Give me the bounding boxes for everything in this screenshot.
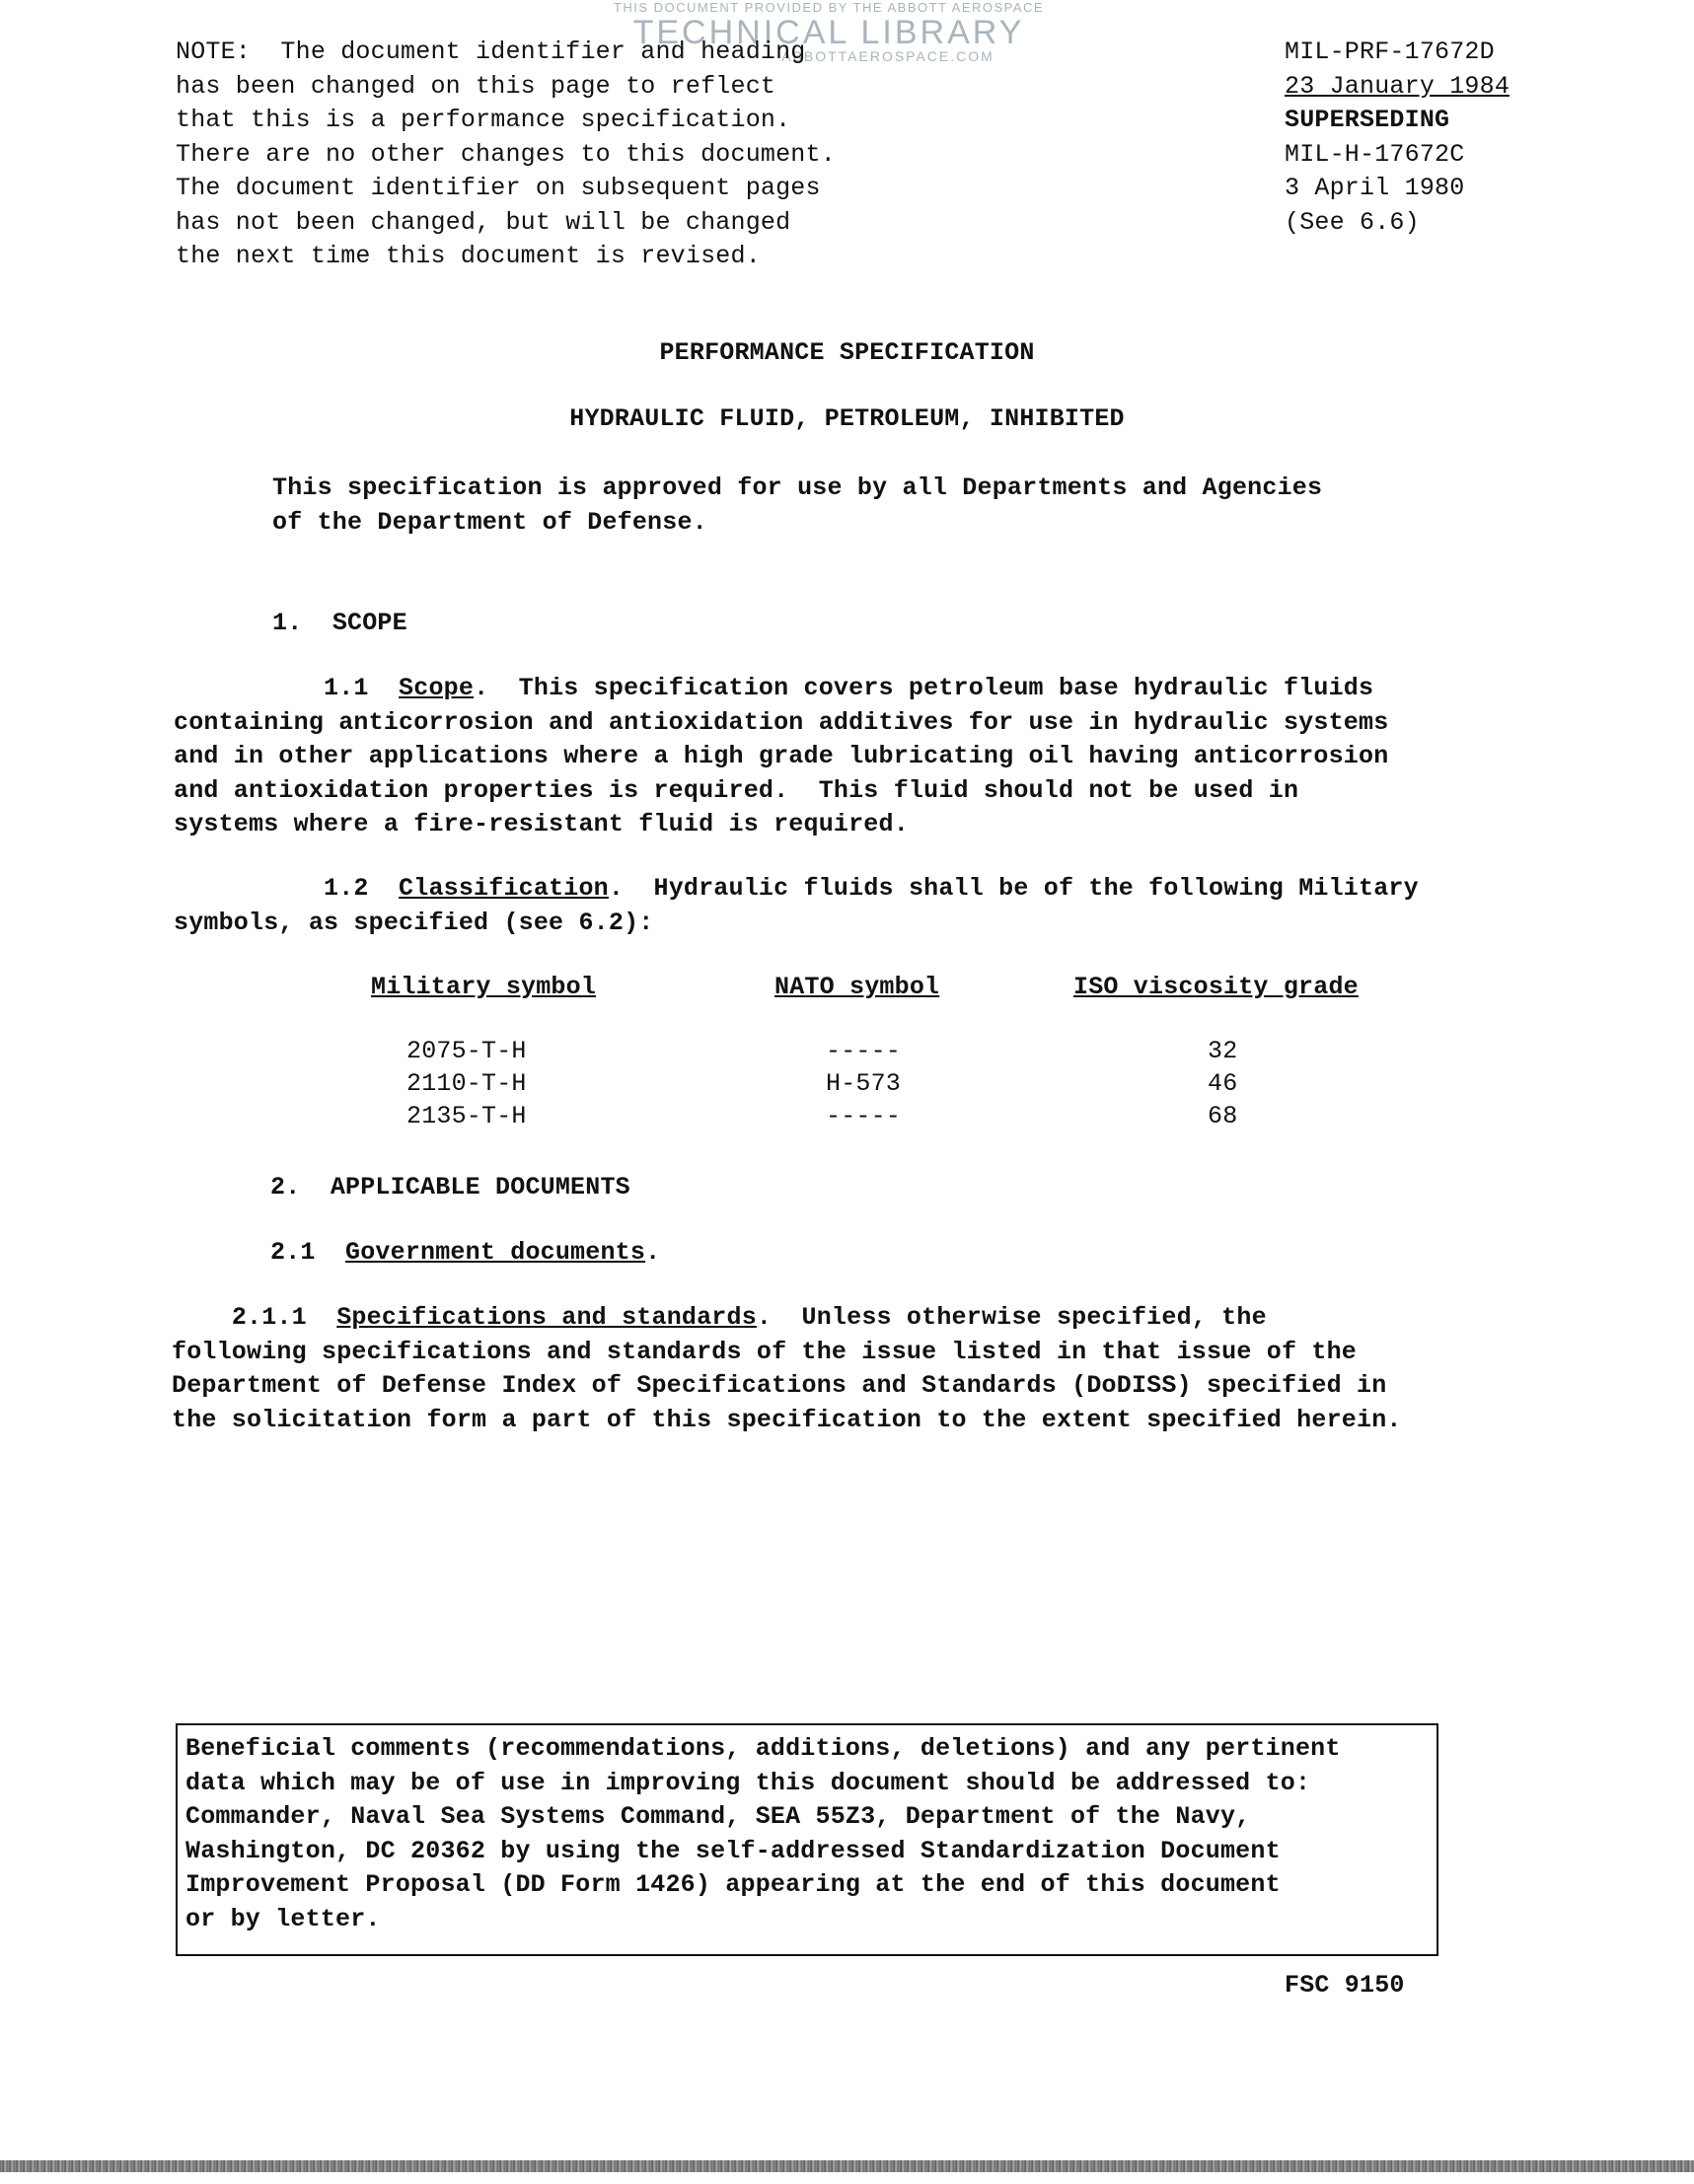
approval-statement [272, 472, 1322, 540]
section-2-1-heading [270, 1236, 660, 1271]
paragraph-line: symbols, as specified (see 6.2): [174, 908, 654, 937]
watermark-title: TECHNICAL LIBRARY [632, 14, 1025, 51]
table-cell: 2110-T-H [406, 1069, 527, 1098]
change-note [176, 36, 836, 274]
section-number: 1. [272, 609, 303, 637]
paragraph-1-1 [174, 672, 1388, 842]
comments-box [176, 1723, 1438, 1956]
paragraph-line: and in other applications where a high grade lubricating oil having anticorrosion [174, 742, 1389, 770]
section-1-heading [272, 607, 407, 641]
see-reference: (See 6.6) [1285, 207, 1420, 237]
paragraph-heading: Classification [399, 874, 609, 903]
paragraph-number: 2.1.1 [231, 1303, 307, 1332]
watermark-url: ABBOTTAEROSPACE.COM [781, 48, 994, 64]
paragraph-line: containing anticorrosion and antioxidation additives for use in hydraulic systems [174, 707, 1389, 737]
note-line: the next time this document is revised. [176, 242, 761, 270]
paragraph-number: 1.1 [324, 674, 369, 702]
paragraph-line: and antioxidation properties is required. This fluid should not be used in [174, 775, 1299, 805]
paragraph-heading: Scope [399, 674, 475, 702]
comments-line: Commander, Naval Sea Systems Command, SEA 55Z3, Department of the Navy, [185, 1802, 1251, 1831]
table-cell: ----- [826, 1037, 902, 1065]
note-line: has been changed on this page to reflect [176, 71, 776, 101]
comments-line: or by letter. [185, 1904, 381, 1933]
comments-line: data which may be of use in improving this document should be addressed to: [185, 1768, 1311, 1797]
paragraph-heading: Specifications and standards [336, 1303, 757, 1332]
section-2-heading [270, 1171, 630, 1205]
paragraph-line: the solicitation form a part of this specification to the extent specified herein. [172, 1405, 1402, 1434]
table-cell: 68 [1208, 1102, 1238, 1130]
table-cell: 46 [1208, 1069, 1238, 1098]
scan-artifact-strip [0, 2160, 1694, 2172]
section-number: 2. [270, 1173, 301, 1201]
table-cell: H-573 [826, 1069, 902, 1098]
superseding-label: SUPERSEDING [1285, 106, 1450, 134]
comments-line: Improvement Proposal (DD Form 1426) appearing at the end of this document [185, 1870, 1281, 1899]
watermark-top: THIS DOCUMENT PROVIDED BY THE ABBOTT AEROSPACE [613, 0, 1045, 15]
paragraph-1-2 [174, 872, 1419, 940]
paragraph-2-1-1 [172, 1301, 1402, 1437]
document-header [1285, 36, 1510, 240]
spec-type-title: PERFORMANCE SPECIFICATION [659, 338, 1035, 367]
superseded-id: MIL-H-17672C [1285, 139, 1465, 169]
paragraph-line: Department of Defense Index of Specifications and Standards (DoDISS) specified in [172, 1371, 1387, 1400]
table-header-nato: NATO symbol [774, 973, 940, 1001]
section-title: Government documents [345, 1238, 646, 1267]
note-line: The document identifier on subsequent pages [176, 174, 821, 202]
spec-subject-title: HYDRAULIC FLUID, PETROLEUM, INHIBITED [569, 404, 1125, 433]
document-date: 23 January 1984 [1285, 71, 1510, 101]
table-cell: ----- [826, 1102, 902, 1130]
table-cell: 2135-T-H [406, 1102, 527, 1130]
note-line: NOTE: The document identifier and heading [176, 37, 806, 66]
superseded-date: 3 April 1980 [1285, 174, 1465, 202]
section-title: APPLICABLE DOCUMENTS [330, 1173, 630, 1201]
paragraph-text: . Hydraulic fluids shall be of the following Military [608, 874, 1419, 903]
approval-line: of the Department of Defense. [272, 507, 707, 537]
comments-line: Beneficial comments (recommendations, additions, deletions) and any pertinent [185, 1734, 1341, 1763]
paragraph-text: . Unless otherwise specified, the [756, 1303, 1267, 1332]
note-line: has not been changed, but will be changed [176, 207, 791, 237]
section-title: SCOPE [331, 609, 407, 637]
paragraph-line: following specifications and standards of the issue listed in that issue of the [172, 1337, 1357, 1366]
paragraph-line: systems where a fire-resistant fluid is required. [174, 810, 909, 838]
table-header-military: Military symbol [371, 973, 597, 1001]
table-cell: 2075-T-H [406, 1037, 527, 1065]
note-line: There are no other changes to this document. [176, 139, 836, 169]
section-number: 2.1 [270, 1238, 316, 1267]
table-header-iso: ISO viscosity grade [1073, 973, 1359, 1001]
document-id: MIL-PRF-17672D [1285, 37, 1495, 66]
approval-line: This specification is approved for use by all Departments and Agencies [272, 473, 1323, 502]
comments-line: Washington, DC 20362 by using the self-addressed Standardization Document [185, 1836, 1281, 1865]
paragraph-text: . This specification covers petroleum base hydraulic fluids [474, 674, 1374, 702]
table-cell: 32 [1208, 1037, 1238, 1065]
fsc-code: FSC 9150 [1285, 1971, 1405, 2000]
section-trail: . [645, 1238, 661, 1267]
paragraph-number: 1.2 [324, 874, 369, 903]
note-line: that this is a performance specification. [176, 106, 791, 134]
